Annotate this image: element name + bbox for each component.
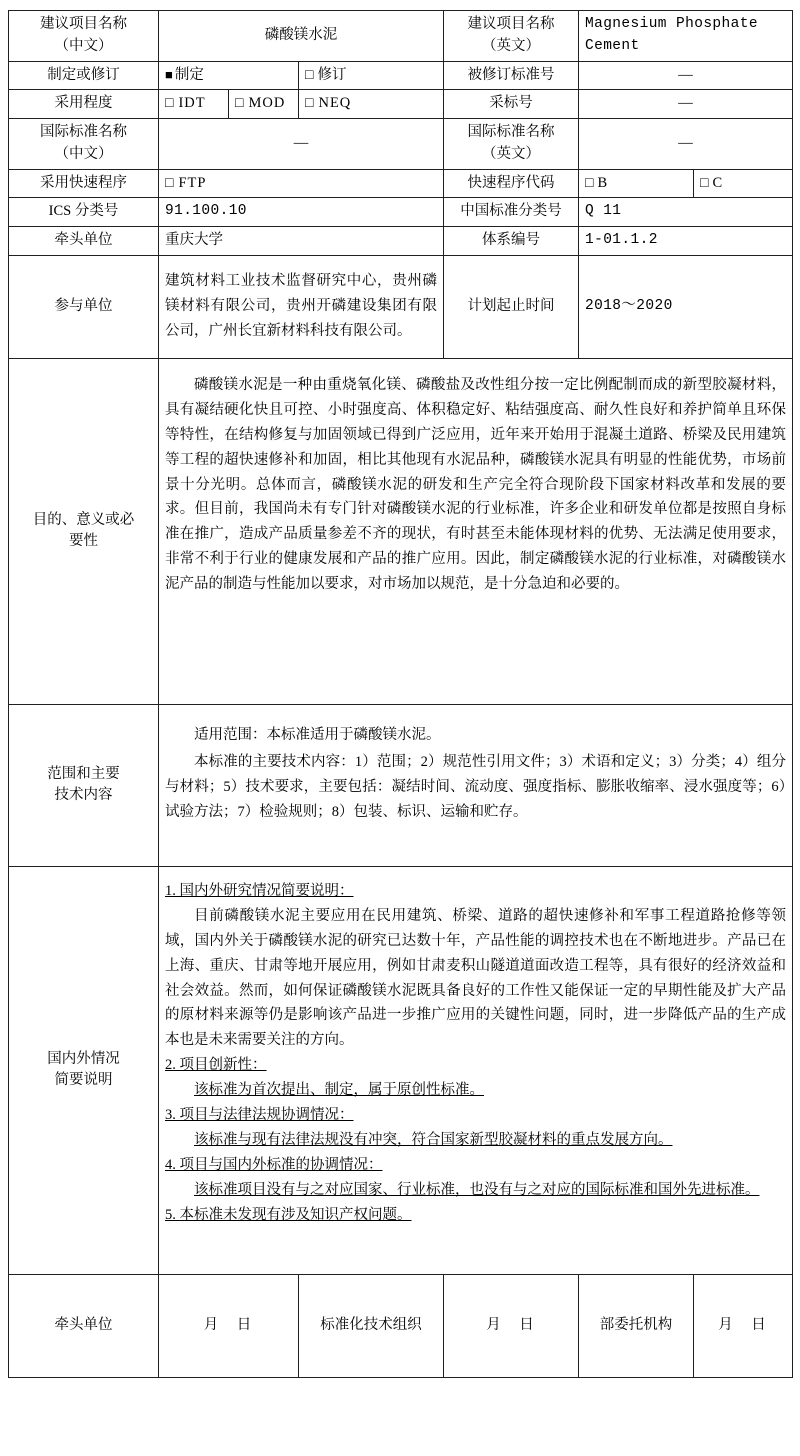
label-status (9, 866, 159, 1274)
label-purpose-line2: 要性 (69, 533, 98, 550)
label-intl-standard-cn-line2: （中文） (54, 145, 113, 162)
status-heading-3: 3. 项目与法律法规协调情况： (165, 1107, 354, 1124)
value-intl-standard-en[interactable]: — (579, 119, 793, 170)
label-scope (9, 704, 159, 866)
label-scope-line1: 范围和主要 (47, 765, 120, 782)
table-row (9, 358, 793, 704)
label-signature-tc: 标准化技术组织 (299, 1274, 444, 1377)
checkbox-idt-label: □ IDT (165, 93, 206, 115)
checkbox-mod[interactable] (229, 90, 299, 119)
value-cn-classification[interactable]: Q 11 (579, 198, 793, 227)
value-project-name-cn[interactable]: 磷酸镁水泥 (159, 11, 444, 62)
checkbox-code-c[interactable] (694, 169, 793, 198)
label-ics: ICS 分类号 (9, 198, 159, 227)
label-status-line1: 国内外情况 (47, 1050, 120, 1067)
status-heading-5: 5. 本标准未发现有涉及知识产权问题。 (165, 1206, 412, 1223)
checkbox-formulate[interactable] (159, 61, 299, 90)
label-project-name-cn (9, 11, 159, 62)
checkbox-code-c-label: □ C (700, 173, 722, 195)
participants-text: 建筑材料工业技术监督研究中心，贵州磷镁材料有限公司，贵州开磷建设集团有限公司，广州长宜新材料科技有限公司。 (165, 273, 437, 340)
scope-text-1: 适用范围：本标准适用于磷酸镁水泥。 (194, 726, 441, 743)
table-row (9, 1274, 793, 1377)
checkbox-ftp-label: □ FTP (165, 173, 206, 195)
table-row (9, 11, 793, 62)
label-intl-standard-cn (9, 119, 159, 170)
checkbox-ftp[interactable] (159, 169, 444, 198)
checkbox-idt[interactable] (159, 90, 229, 119)
checkbox-revise-label: □ 修订 (305, 65, 346, 87)
label-intl-standard-cn-line1: 国际标准名称 (40, 124, 127, 140)
label-status-line2: 简要说明 (54, 1072, 113, 1089)
value-lead-org[interactable]: 重庆大学 (159, 227, 444, 256)
value-revised-standard-no[interactable]: — (579, 61, 793, 90)
table-row (9, 198, 793, 227)
label-signature-lead-org: 牵头单位 (9, 1274, 159, 1377)
table-row (9, 119, 793, 170)
checkbox-mod-label: □ MOD (235, 93, 285, 115)
label-revised-standard-no: 被修订标准号 (444, 61, 579, 90)
label-project-name-en-line1: 建议项目名称 (467, 16, 555, 32)
value-purpose[interactable] (159, 358, 793, 704)
label-intl-standard-en (444, 119, 579, 170)
status-text-1: 目前磷酸镁水泥主要应用在民用建筑、桥梁、道路的超快速修补和军事工程道路抢修等领域，国内外关于磷酸镁水泥的研究已达数十年，产品性能的调控技术也在不断地进步。产品已在上海、重庆、甘肃等地开展应用，例如甘肃麦积山隧道道面改造工程等，具有很好的经济效益和社会效益。然而，如何保证磷酸镁水泥既具备良好的工作性又能保证一定的早期性能及扩大产品的原材料来源等仍是影响该产品进一步推广应用的关键性问题，同时，进一步降低产品的生产成本也是未来需要关注的方向。 (165, 907, 787, 1049)
label-signature-ministry: 部委托机构 (579, 1274, 694, 1377)
label-project-name-cn-line2: （中文） (54, 37, 113, 54)
label-plan-period: 计划起止时间 (444, 255, 579, 358)
value-ics[interactable]: 91.100.10 (159, 198, 444, 227)
signature-tc-date[interactable]: 月 日 (444, 1274, 579, 1377)
signature-ministry-date[interactable]: 月 日 (694, 1274, 793, 1377)
label-cn-classification: 中国标准分类号 (444, 198, 579, 227)
label-system-no: 体系编号 (444, 227, 579, 256)
label-participants: 参与单位 (9, 255, 159, 358)
table-row (9, 90, 793, 119)
checkbox-revise[interactable] (299, 61, 444, 90)
scope-text-2: 本标准的主要技术内容：1）范围；2）规范性引用文件；3）术语和定义；3）分类；4）组分与材料；5）技术要求，主要包括：凝结时间、流动度、强度指标、膨胀收缩率、浸水强度等；6）试验方法；7）检验规则；8）包装、标识、运输和贮存。 (165, 753, 787, 820)
table-row (9, 704, 793, 866)
label-intl-standard-en-line1: 国际标准名称 (467, 124, 555, 140)
label-project-name-en-line2: （英文） (482, 37, 540, 54)
table-row (9, 169, 793, 198)
label-fast-track-code: 快速程序代码 (444, 169, 579, 198)
value-adopt-no[interactable]: — (579, 90, 793, 119)
value-intl-standard-cn[interactable]: — (159, 119, 444, 170)
table-row (9, 255, 793, 358)
status-heading-4: 4. 项目与国内外标准的协调情况： (165, 1157, 383, 1174)
value-participants[interactable] (159, 255, 444, 358)
label-intl-standard-en-line2: （英文） (482, 145, 540, 162)
label-lead-org: 牵头单位 (9, 227, 159, 256)
label-project-name-cn-line1: 建议项目名称 (40, 16, 127, 32)
checkbox-neq[interactable] (299, 90, 444, 119)
signature-lead-org-date[interactable]: 月 日 (159, 1274, 299, 1377)
checkbox-code-b-label: □ B (585, 173, 607, 195)
value-scope[interactable] (159, 704, 793, 866)
proposal-form-table (8, 10, 793, 1378)
label-fast-track: 采用快速程序 (9, 169, 159, 198)
status-text-3: 该标准与现有法律法规没有冲突，符合国家新型胶凝材料的重点发展方向。 (194, 1132, 673, 1149)
status-text-4: 该标准项目没有与之对应国家、行业标准，也没有与之对应的国际标准和国外先进标准。 (194, 1182, 760, 1198)
label-formulate-or-revise: 制定或修订 (9, 61, 159, 90)
checkbox-code-b[interactable] (579, 169, 694, 198)
table-row (9, 61, 793, 90)
value-project-name-en[interactable]: Magnesium Phosphate Cement (579, 11, 793, 62)
value-plan-period[interactable]: 2018～2020 (579, 255, 793, 358)
label-purpose-line1: 目的、意义或必 (32, 511, 135, 528)
label-project-name-en (444, 11, 579, 62)
purpose-text: 磷酸镁水泥是一种由重烧氧化镁、磷酸盐及改性组分按一定比例配制而成的新型胶凝材料，具有凝结硬化快且可控、小时强度高、体积稳定好、粘结强度高、耐久性良好和养护简单且环保等特性，在结构修复与加固领域已得到广泛应用，近年来开始用于混凝土道路、桥梁及民用建筑等工程的超快速修补和加固，相比其他现有水泥品种，磷酸镁水泥具有明显的性能优势，市场前景十分光明。总体而言，磷酸镁水泥的研发和生产完全符合现阶段下国家材料改革和发展的要求。但目前，我国尚未有专门针对磷酸镁水泥的行业标准，许多企业和研发单位都是按照自身标准在推广，造成产品质量参差不齐的现状，有时甚至未能体现材料的优势、无法满足使用要求，非常不利于行业的健康发展和产品的推广应用。因此，制定磷酸镁水泥的行业标准，对磷酸镁水泥产品的制造与性能加以要求，对市场加以规范，是十分急迫和必要的。 (165, 376, 787, 593)
value-system-no[interactable]: 1-01.1.2 (579, 227, 793, 256)
status-text-2: 该标准为首次提出、制定，属于原创性标准。 (194, 1082, 484, 1099)
label-adopt-no: 采标号 (444, 90, 579, 119)
label-adoption-degree: 采用程度 (9, 90, 159, 119)
label-purpose (9, 358, 159, 704)
status-heading-1: 1. 国内外研究情况简要说明： (165, 882, 354, 899)
value-status[interactable] (159, 866, 793, 1274)
checkbox-formulate-label: ■ 制定 (165, 65, 204, 87)
table-row (9, 227, 793, 256)
checkbox-neq-label: □ NEQ (305, 93, 351, 115)
label-scope-line2: 技术内容 (54, 787, 113, 804)
status-heading-2: 2. 项目创新性： (165, 1057, 267, 1074)
table-row (9, 866, 793, 1274)
